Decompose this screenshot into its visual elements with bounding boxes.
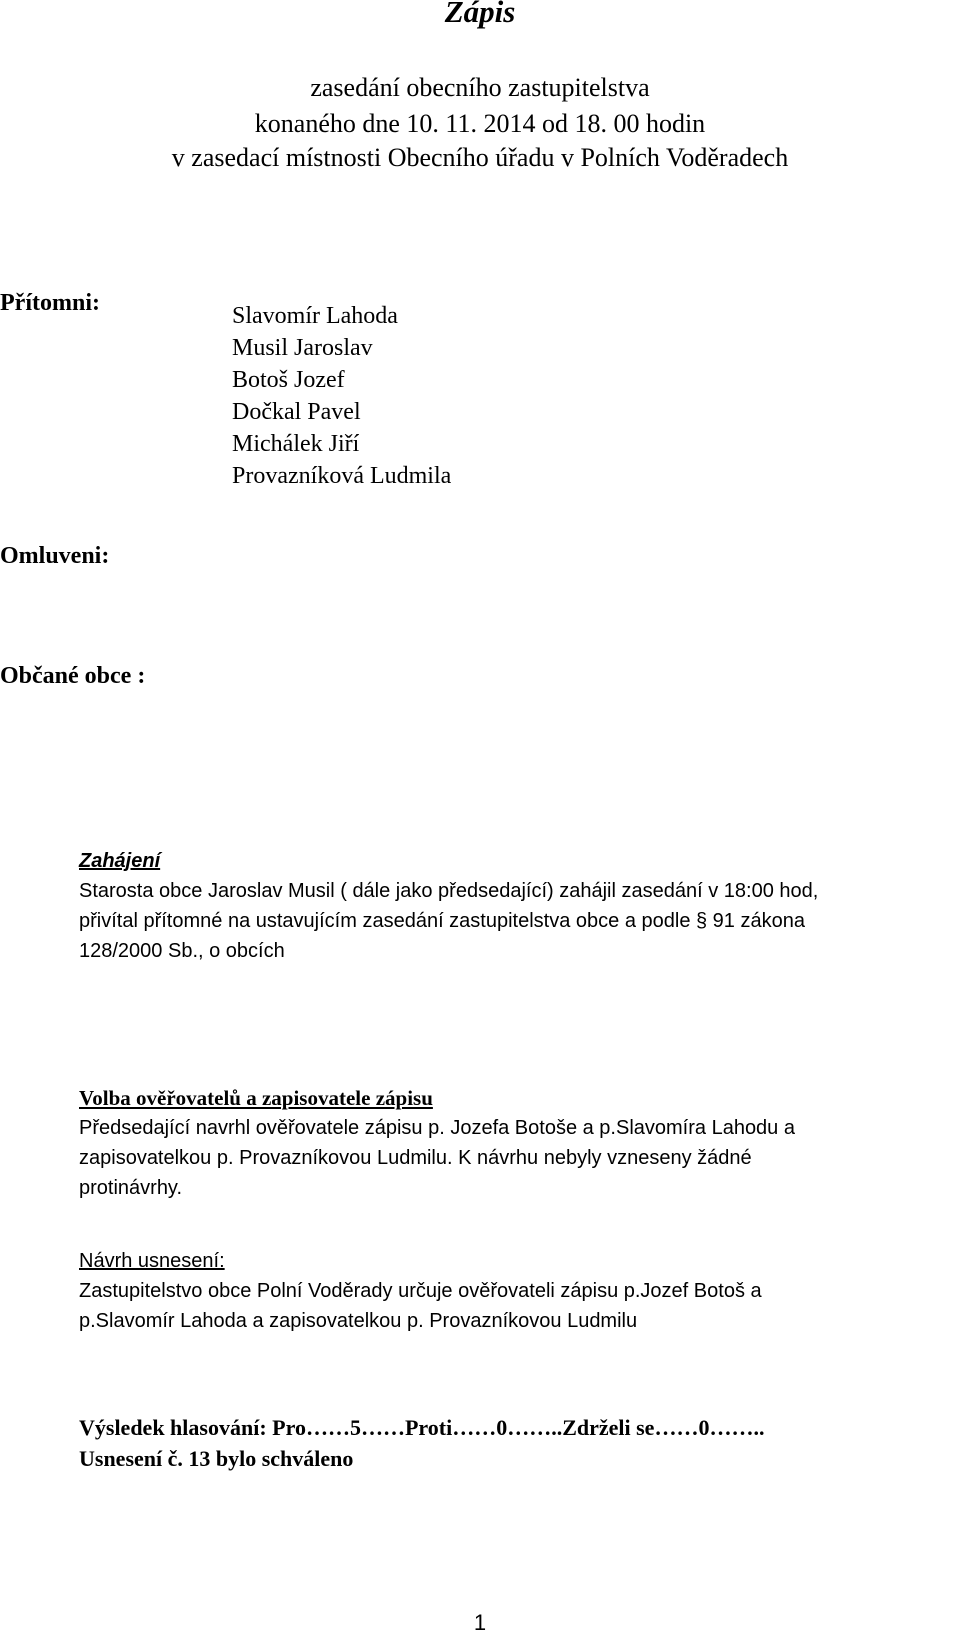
opening-heading: Zahájení: [79, 850, 161, 872]
opening-line: přivítal přítomné na ustavujícím zasedání zastupitelstva obce a podle § 91 zákona: [79, 910, 805, 932]
present-name: Botoš Jozef: [232, 367, 345, 393]
present-names-list: [232, 300, 451, 492]
opening-line: Starosta obce Jaroslav Musil ( dále jako předsedající) zahájil zasedání v 18:00 hod,: [79, 880, 819, 902]
header-line-2: konaného dne 10. 11. 2014 od 18. 00 hodin: [254, 109, 706, 138]
header-line-3: v zasedací místnosti Obecního úřadu v Polních Voděradech: [171, 143, 789, 172]
present-name: Musil Jaroslav: [232, 335, 373, 361]
election-line: protinávrhy.: [79, 1177, 183, 1199]
resolution-line: p.Slavomír Lahoda a zapisovatelkou p. Provazníkovou Ludmilu: [79, 1310, 638, 1332]
opening-line: 128/2000 Sb., o obcích: [79, 940, 285, 962]
page-number: 1: [473, 1610, 487, 1635]
resolution-section: [79, 1246, 762, 1336]
present-name: Provazníková Ludmila: [232, 463, 452, 489]
resolution-line: Zastupitelstvo obce Polní Voděrady určuje ověřovateli zápisu p.Jozef Botoš a: [79, 1280, 762, 1302]
present-name: Michálek Jiří: [232, 431, 360, 457]
present-name: Slavomír Lahoda: [232, 303, 398, 329]
election-line: zapisovatelkou p. Provazníkovou Ludmilu. K návrhu nebyly vzneseny žádné: [79, 1147, 752, 1169]
header-line-1: zasedání obecního zastupitelstva: [310, 73, 650, 102]
resolution-approved: Usnesení č. 13 bylo schváleno: [79, 1446, 354, 1471]
opening-section: [79, 846, 818, 966]
citizens-label: Občané obce :: [0, 663, 146, 689]
present-label: Přítomni:: [0, 290, 100, 316]
election-section: [79, 1083, 795, 1203]
election-heading: Volba ověřovatelů a zapisovatele zápisu: [79, 1086, 433, 1110]
resolution-heading: Návrh usnesení:: [79, 1250, 225, 1272]
present-name: Dočkal Pavel: [232, 399, 361, 425]
vote-result-line: Výsledek hlasování: Pro……5……Proti……0……..Zdrželi se……0……..: [79, 1415, 765, 1440]
election-line: Předsedající navrhl ověřovatele zápisu p. Jozefa Botoše a p.Slavomíra Lahodu a: [79, 1117, 795, 1139]
excused-label: Omluveni:: [0, 543, 110, 569]
vote-result: [79, 1412, 764, 1474]
document-title: Zápis: [444, 0, 516, 29]
